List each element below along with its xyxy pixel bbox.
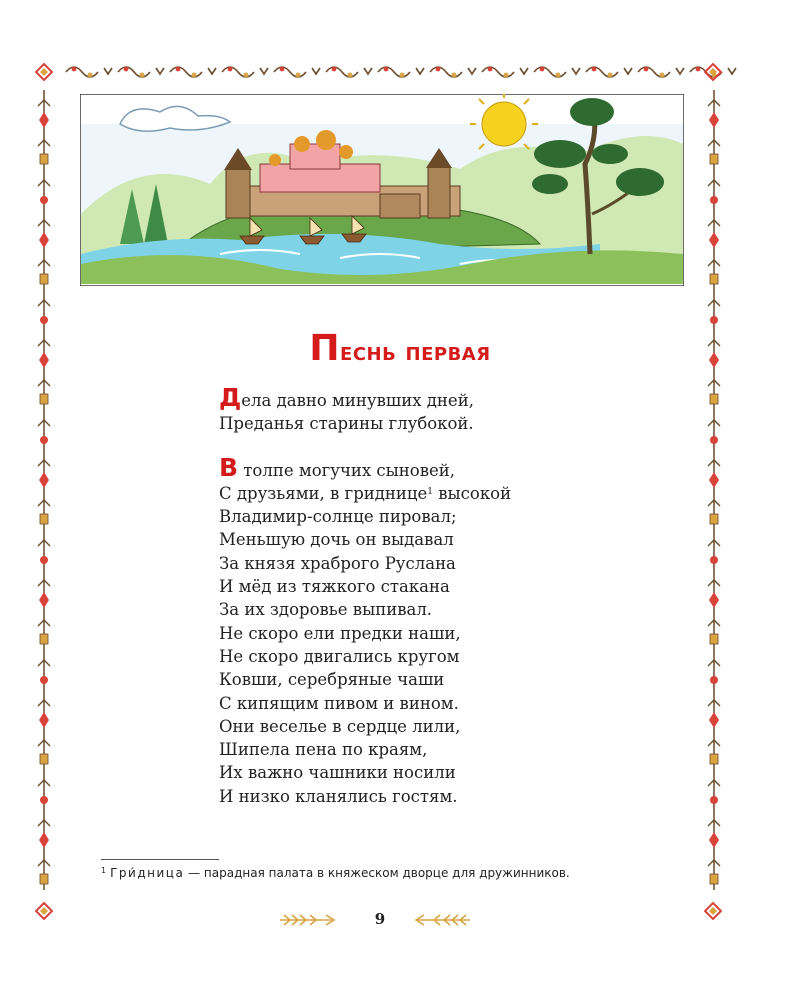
folk-ornament-motif [66,67,112,78]
poem-line: Не скоро двигались кругом [219,646,460,666]
poem-line: Шипела пена по краям, [219,740,428,760]
folk-ornament-motif [170,67,216,78]
poem-line: И низко кланялись гостям. [219,786,458,806]
poem-line: Их важно чашники носили [219,763,456,783]
poem-line: За их здоровье выпивал. [219,600,433,620]
corner-diamond-icon [35,902,53,920]
title-first-letter: П [309,328,341,369]
line-text: С друзьями, в гриднице [219,483,428,503]
poem-line: Они веселье в сердце лили, [219,716,461,736]
right-ornament-border [704,90,724,890]
poem-line: С кипящим пивом и вином. [219,693,459,713]
folk-ornament-motif [586,67,632,78]
folk-ornament-motif [534,67,580,78]
poem-line: Преданья старины глубокой. [219,414,474,434]
page-footer [270,906,490,936]
stanza-2 [219,452,649,808]
poem-line [219,482,649,505]
footnote [101,866,721,880]
page-number: 9 [374,910,386,928]
footnote-term: Гри́дница [110,866,185,880]
folk-ornament-motif [274,67,320,78]
poem-line: Ковши, серебряные чаши [219,670,445,690]
poem-line: И мёд из тяжкого стакана [219,577,450,597]
left-ornament-border [34,90,54,890]
top-ornament-border [52,60,748,84]
kremlin-landscape-illustration [80,94,684,286]
line-text: высокой [433,483,512,503]
title-rest: еснь первая [340,337,491,366]
poem-line [219,383,649,412]
poem-line: Не скоро ели предки наши, [219,623,461,643]
folk-ornament-motif [378,67,424,78]
footnote-divider [101,859,219,860]
footnote-number: 1 [101,866,107,875]
drop-initial: В [219,452,239,482]
corner-diamond-icon [704,902,722,920]
folk-ornament-motif [222,67,268,78]
poem-line: Владимир-солнце пировал; [219,507,457,527]
folk-ornament-motif [118,67,164,78]
footnote-definition: — парадная палата в княжеском дворце для дружинников. [184,866,570,880]
corner-diamond-icon [704,63,722,81]
poem-text [219,383,649,808]
poem-line: Меньшую дочь он выдавал [219,530,454,550]
line-text: ела давно минувших дней, [241,391,474,410]
footnote-marker[interactable]: 1 [427,486,434,497]
line-text: толпе могучих сыновей, [238,460,456,480]
folk-ornament-motif [430,67,476,78]
poem-line [219,452,649,482]
folk-ornament-motif [482,67,528,78]
stanza-1 [219,383,649,436]
folk-ornament-motif [638,67,684,78]
poem-line: За князя храброго Руслана [219,553,456,573]
drop-initial: Д [219,383,242,412]
song-title [0,328,800,369]
corner-diamond-icon [35,63,53,81]
folk-ornament-motif [326,67,372,78]
feathered-arrow-left-icon [412,912,472,928]
